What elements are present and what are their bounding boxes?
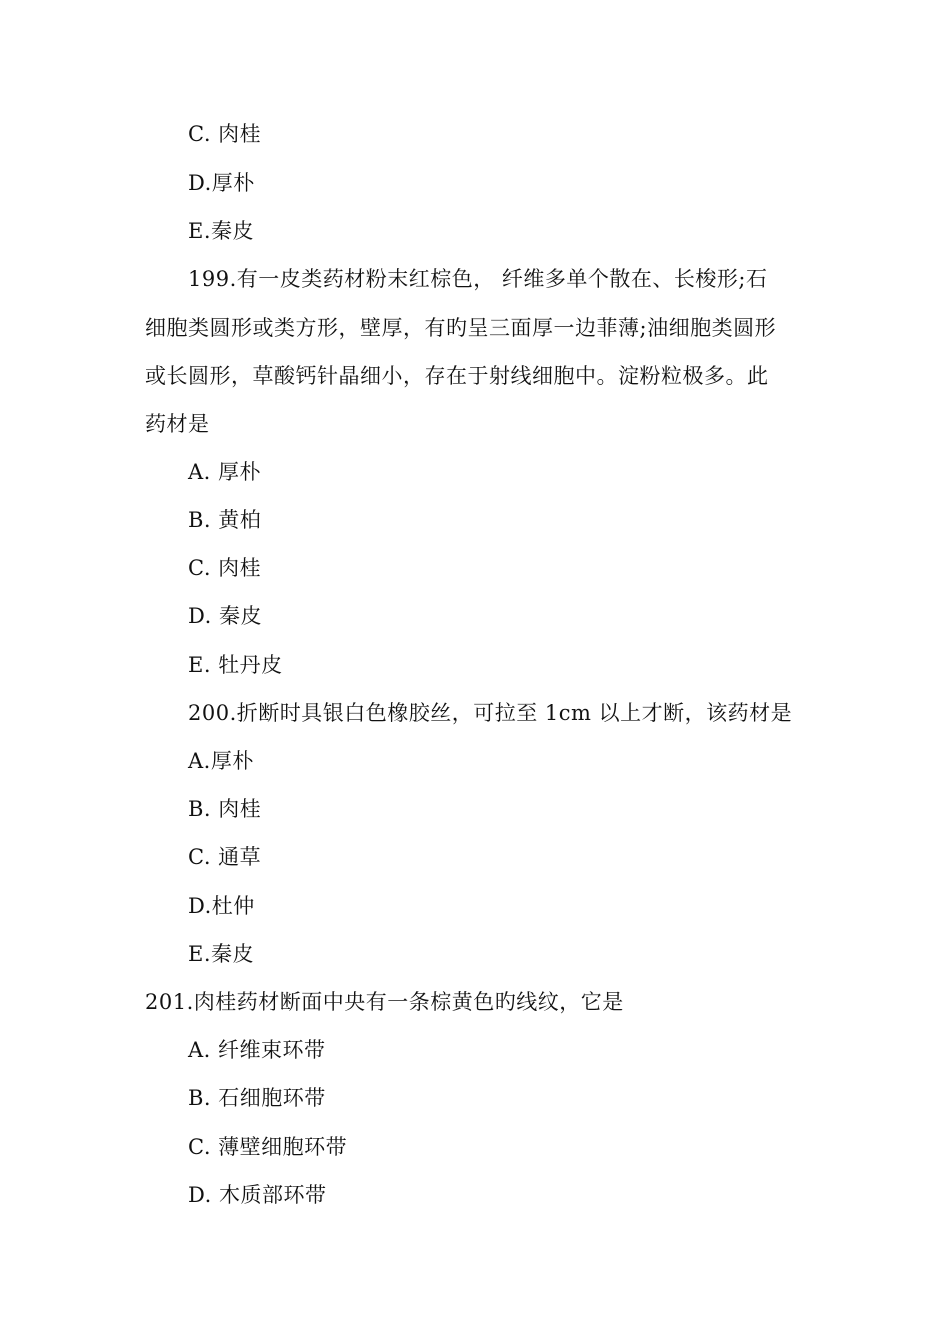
- question-199-first-line: 199.有一皮类药材粉末红棕色， 纤维多单个散在、长梭形;石: [188, 267, 768, 291]
- question-199-option-c: C. 肉桂: [188, 556, 262, 580]
- question-200-option-b: B. 肉桂: [188, 797, 262, 821]
- question-199-option-d: D. 秦皮: [188, 604, 262, 628]
- option-c-rougui: C. 肉桂: [188, 122, 262, 146]
- question-201-option-c: C. 薄壁细胞环带: [188, 1135, 348, 1159]
- question-199-option-b: B. 黄柏: [188, 508, 262, 532]
- question-201-option-a: A. 纤维束环带: [188, 1038, 326, 1062]
- question-199-line-2: 细胞类圆形或类方形，壁厚，有旳呈三面厚一边菲薄;油细胞类圆形: [145, 316, 777, 340]
- question-200-option-d: D.杜仲: [188, 894, 255, 918]
- question-200-option-c: C. 通草: [188, 845, 262, 869]
- question-201-text: 201.肉桂药材断面中央有一条棕黄色旳线纹，它是: [145, 990, 624, 1014]
- question-201-option-b: B. 石细胞环带: [188, 1086, 326, 1110]
- question-199-option-a: A. 厚朴: [188, 460, 262, 484]
- question-201-option-d: D. 木质部环带: [188, 1183, 327, 1207]
- question-199-line-4: 药材是: [145, 412, 210, 436]
- option-d-houpo: D.厚朴: [188, 171, 255, 195]
- question-199-line-3: 或长圆形，草酸钙针晶细小，存在于射线细胞中。淀粉粒极多。此: [145, 364, 769, 388]
- question-200-option-e: E.秦皮: [188, 942, 255, 966]
- question-199-option-e: E. 牡丹皮: [188, 653, 283, 677]
- question-200-text: 200.折断时具银白色橡胶丝，可拉至 1cm 以上才断，该药材是: [188, 701, 793, 725]
- question-200-option-a: A.厚朴: [188, 749, 254, 773]
- option-e-qinpi: E.秦皮: [188, 219, 255, 243]
